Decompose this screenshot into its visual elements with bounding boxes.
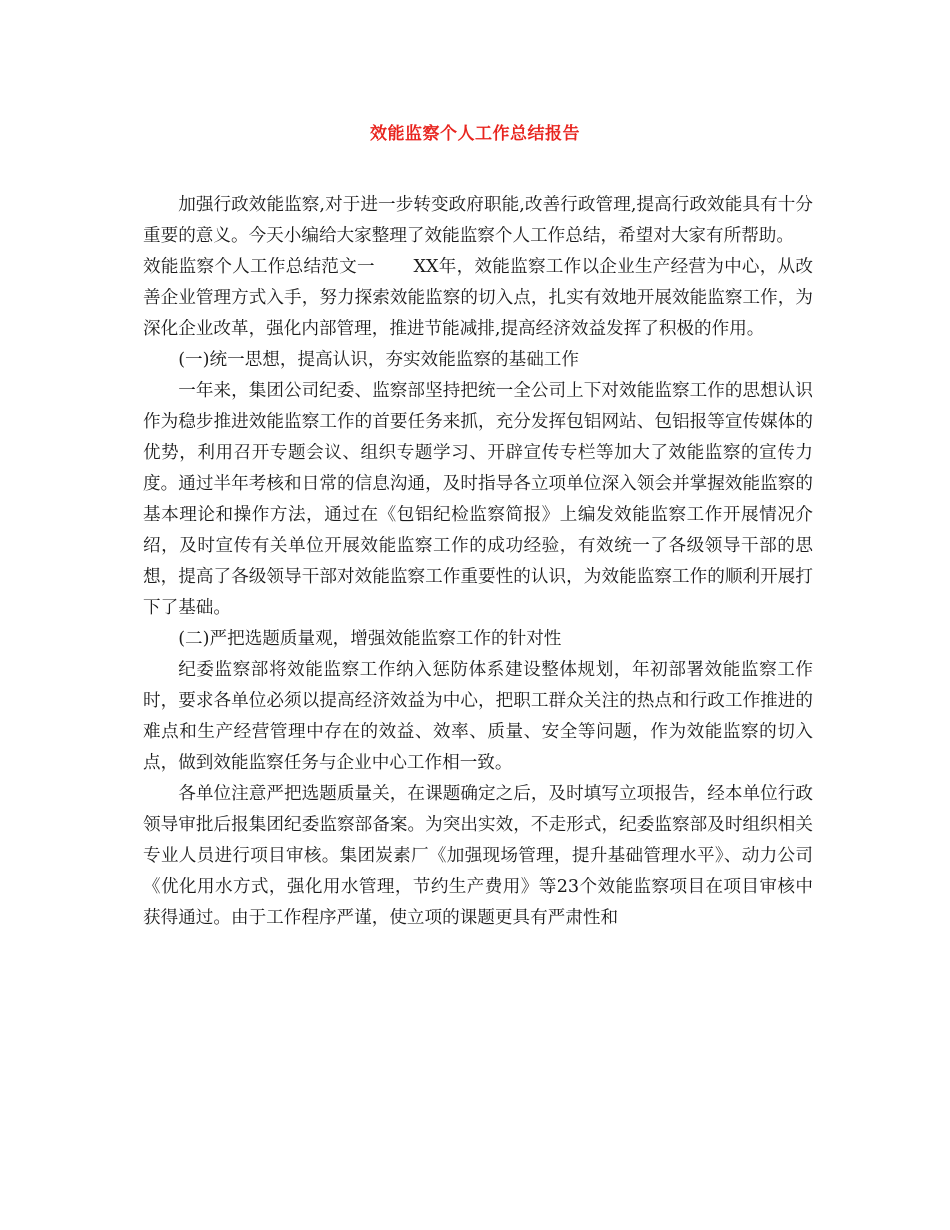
sample-text: XX年，效能监察工作以企业生产经营为中心，从改善企业管理方式入手，努力探索效能监察的切入点，扎实有效地开展效能监察工作，为深化企业改革，强化内部管理，推进节能减排,提高经济效益发挥了积极的作用。 (143, 257, 813, 339)
document-body (143, 190, 813, 934)
sample-heading: 效能监察个人工作总结范文一 (143, 257, 375, 277)
section-2-paragraph-1: 纪委监察部将效能监察工作纳入惩防体系建设整体规划，年初部署效能监察工作时，要求各单位必须以提高经济效益为中心，把职工群众关注的热点和行政工作推进的难点和生产经营管理中存在的效益、效率、质量、安全等问题，作为效能监察的切入点，做到效能监察任务与企业中心工作相一致。 (143, 660, 813, 773)
sample-paragraph (143, 252, 813, 345)
document-title: 效能监察个人工作总结报告 (370, 124, 580, 144)
section-1-paragraph: 一年来，集团公司纪委、监察部坚持把统一全公司上下对效能监察工作的思想认识作为稳步推进效能监察工作的首要任务来抓，充分发挥包铝网站、包铝报等宣传媒体的优势，利用召开专题会议、组织专题学习、开辟宣传专栏等加大了效能监察的宣传力度。通过半年考核和日常的信息沟通，及时指导各立项单位深入领会并掌握效能监察的基本理论和操作方法，通过在《包铝纪检监察简报》上编发效能监察工作开展情况介绍，及时宣传有关单位开展效能监察工作的成功经验，有效统一了各级领导干部的思想，提高了各级领导干部对效能监察工作重要性的认识，为效能监察工作的顺利开展打下了基础。 (143, 381, 813, 618)
section-heading-2: (二)严把选题质量观，增强效能监察工作的针对性 (178, 629, 562, 649)
section-2-paragraph-2: 各单位注意严把选题质量关，在课题确定之后，及时填写立项报告，经本单位行政领导审批后报集团纪委监察部备案。为突出实效，不走形式，纪委监察部及时组织相关专业人员进行项目审核。集团炭素厂《加强现场管理，提升基础管理水平》、动力公司《优化用水方式，强化用水管理，节约生产费用》等23个效能监察项目在项目审核中获得通过。由于工作程序严谨，使立项的课题更具有严肃性和 (143, 784, 813, 928)
section-heading-1: (一)统一思想，提高认识，夯实效能监察的基础工作 (178, 350, 579, 370)
intro-paragraph: 加强行政效能监察,对于进一步转变政府职能,改善行政管理,提高行政效能具有十分重要的意义。今天小编给大家整理了效能监察个人工作总结，希望对大家有所帮助。 (143, 195, 813, 246)
